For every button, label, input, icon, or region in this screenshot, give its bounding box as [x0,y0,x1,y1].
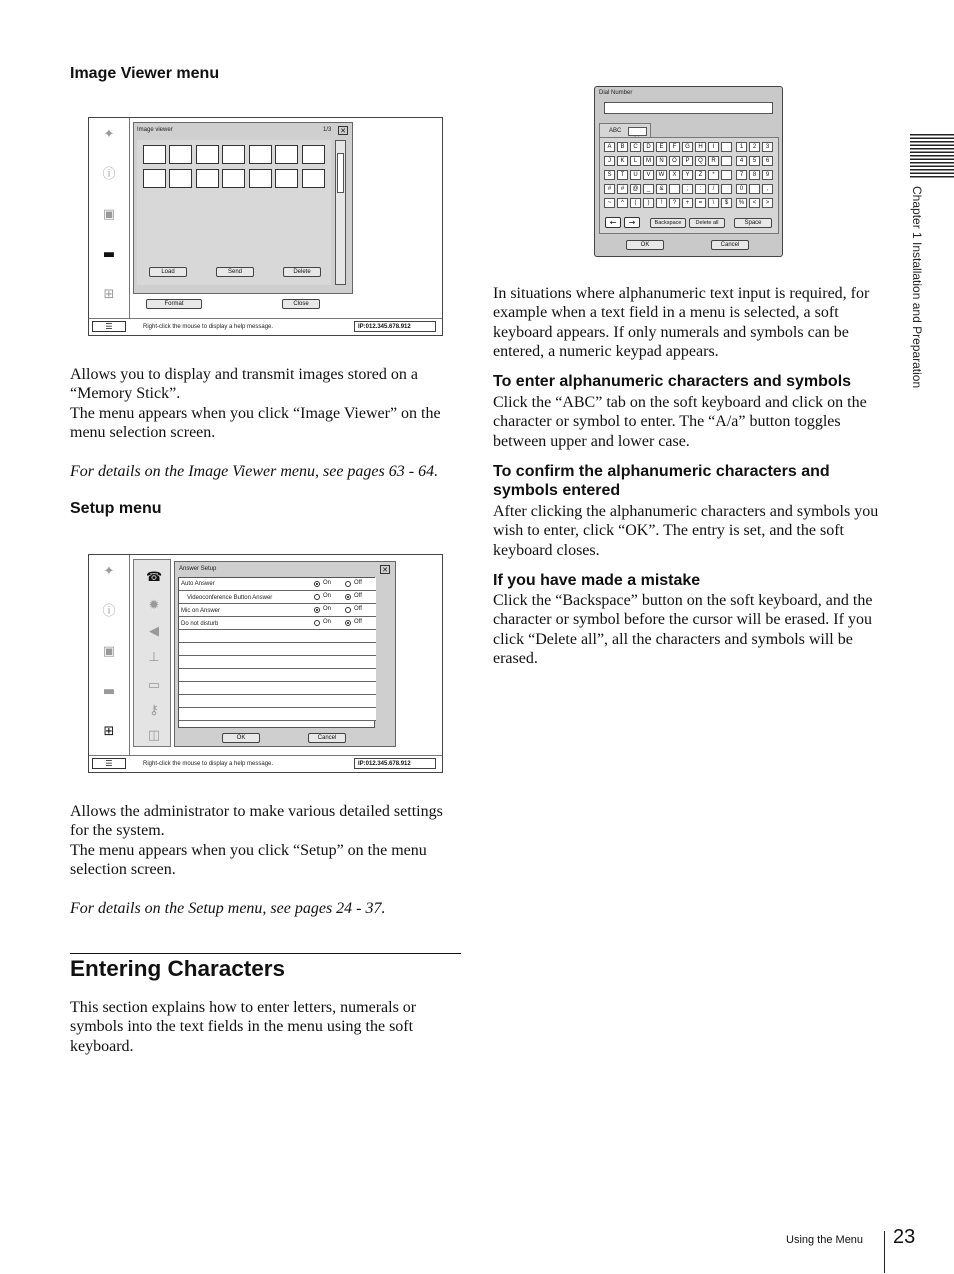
keyboard-key[interactable]: ^ [617,198,628,208]
info-icon[interactable]: ⓘ [102,167,116,182]
load-button[interactable]: Load [149,267,187,277]
keyboard-key[interactable]: 3 [762,142,773,152]
keyboard-key[interactable]: G [682,142,693,152]
keyboard-key[interactable]: M [643,156,654,166]
radio-on-label: On [323,593,332,599]
setup-description: Allows the administrator to make various detailed settings for the system. [70,803,443,840]
thumbnail[interactable] [143,145,166,164]
keyboard-key[interactable]: A [604,142,615,152]
radio-on-label: On [323,606,332,612]
picture-icon[interactable]: ▣ [102,207,116,222]
keyboard-key[interactable]: C [630,142,641,152]
keyboard-key[interactable]: I [708,142,719,152]
window-title: Answer Setup [179,566,217,572]
keyboard-key[interactable]: & [656,184,667,194]
keyboard-key[interactable]: ? [669,198,680,208]
keyboard-key[interactable]: K [617,156,628,166]
setting-label: Auto Answer [181,581,215,587]
setup-icon[interactable]: ⊞ [103,287,115,302]
thumbnail[interactable] [249,145,272,164]
scrollbar-thumb[interactable] [337,153,344,193]
keyboard-key[interactable]: 7 [736,170,747,180]
keyboard-key[interactable]: ~ [604,198,615,208]
answer-setup-panel [174,561,396,747]
thumbnail-area [137,140,331,285]
display-icon[interactable]: ▭ [147,678,161,693]
keyboard-key[interactable]: / [708,184,719,194]
keyboard-key[interactable]: J [604,156,615,166]
image-viewer-icon[interactable]: ▬ [102,247,116,262]
thumbnail[interactable] [169,169,192,188]
setting-label: Mic on Answer [181,608,221,614]
keyboard-key[interactable]: 1 [736,142,747,152]
thumbnail[interactable] [275,169,298,188]
radio-on[interactable] [314,620,320,626]
enter-characters-text: Click the “ABC” tab on the soft keyboard and click on the character or symbol to enter. The “A/a” button toggles between upper and lower case. [493,394,867,450]
thumbnail[interactable] [275,145,298,164]
keyboard-key[interactable] [669,184,680,194]
keyboard-key[interactable]: 0 [736,184,747,194]
setting-row [179,591,376,604]
keyboard-key[interactable]: S [604,170,615,180]
keyboard-key[interactable]: = [695,198,706,208]
delete-button[interactable]: Delete [283,267,321,277]
keyboard-key[interactable]: 9 [762,170,773,180]
keyboard-key[interactable]: V [643,170,654,180]
keyboard-key[interactable] [721,156,732,166]
close-button[interactable]: Close [282,299,320,309]
send-button[interactable]: Send [216,267,254,277]
delete-all-button[interactable]: Delete all [689,218,725,228]
setting-label: Do not disturb [181,621,219,627]
keyboard-key[interactable]: # [617,184,628,194]
keyboard-key[interactable]: 6 [762,156,773,166]
window-title: Image viewer [137,127,173,133]
key-icon[interactable]: ⚷ [149,703,159,718]
thumbnail[interactable] [249,169,272,188]
keyboard-key[interactable]: ( [630,198,641,208]
left-arrow-icon[interactable]: ← [605,217,621,228]
thumbnail[interactable] [169,145,192,164]
keyboard-key[interactable]: N [656,156,667,166]
info-icon[interactable]: ⓘ [102,604,116,619]
backspace-button[interactable]: Backspace [650,218,686,228]
keyboard-key[interactable]: # [604,184,615,194]
keyboard-key[interactable] [749,184,760,194]
ip-address: IP:012.345.678.912 [354,321,436,332]
keyboard-key[interactable]: 2 [749,142,760,152]
footer-divider [884,1231,885,1273]
phone-icon[interactable]: ☎ [146,570,163,585]
radio-on[interactable] [314,581,320,587]
radio-off[interactable] [345,594,351,600]
dial-icon[interactable]: ✦ [103,127,115,142]
menu-list-icon[interactable]: ☰ [92,758,126,769]
keyboard-key[interactable]: E [656,142,667,152]
thumbnail[interactable] [222,169,245,188]
speaker-icon[interactable]: ◀ [149,624,159,639]
keyboard-key[interactable]: U [630,170,641,180]
keyboard-key[interactable]: _ [643,184,654,194]
empty-row [179,656,376,669]
status-bar [89,318,442,335]
keyboard-key[interactable]: Q [695,156,706,166]
help-message: Right-click the mouse to display a help message. [143,324,274,330]
keyboard-key[interactable]: X [669,170,680,180]
entering-characters-intro: This section explains how to enter letters, numerals or symbols into the text fields in the menu using the soft keyboard. [70,999,417,1055]
page-number: 23 [893,1226,916,1248]
menu-sidebar [89,118,130,335]
dial-icon[interactable]: ✦ [103,564,115,579]
ip-address: IP:012.345.678.912 [354,758,436,769]
keyboard-key[interactable]: 5 [749,156,760,166]
setup-icon[interactable]: ⊞ [103,724,115,739]
settings-table [178,577,375,728]
empty-row [179,630,376,643]
gear-icon[interactable]: ✹ [148,598,160,613]
confirm-characters-heading: To confirm the alphanumeric characters and symbols entered [493,463,830,499]
radio-off-label: Off [354,606,362,612]
keyboard-key[interactable]: L [630,156,641,166]
tab-abc[interactable] [599,123,651,138]
thumbnail[interactable] [302,145,325,164]
keyboard-key[interactable]: \ [708,198,719,208]
empty-row [179,669,376,682]
keyboard-key[interactable]: $ [721,198,732,208]
keyboard-key[interactable]: 4 [736,156,747,166]
cancel-button[interactable]: Cancel [308,733,346,743]
thumbnail[interactable] [222,145,245,164]
radio-on[interactable] [314,594,320,600]
mistake-text: Click the “Backspace” button on the soft keyboard, and the character or symbol before the cursor will be erased. If you click “Delete all”, all the characters and symbols will be erased. [493,592,873,668]
footer-section-label: Using the Menu [786,1234,864,1246]
keyboard-key[interactable]: R [708,156,719,166]
ok-button[interactable]: OK [626,240,664,250]
chapter-side-tab [909,186,929,406]
keyboard-key[interactable]: ) [643,198,654,208]
setting-row [179,617,376,630]
ok-button[interactable]: OK [222,733,260,743]
space-button[interactable]: Space [734,218,772,228]
menu-sidebar [89,555,130,772]
tab-abc-label: ABC [609,128,622,134]
help-message: Right-click the mouse to display a help message. [143,761,274,767]
keyboard-key[interactable]: H [695,142,706,152]
thumbnail[interactable] [196,169,219,188]
setup-screenshot [88,554,443,773]
image-viewer-heading: Image Viewer menu [70,65,220,82]
keyboard-key[interactable]: B [617,142,628,152]
soft-keyboard-screenshot [594,86,783,257]
image-viewer-panel [133,122,353,307]
key-grid [604,142,776,214]
setting-row [179,578,376,591]
dial-number-input[interactable] [604,102,773,114]
keyboard-key[interactable]: D [643,142,654,152]
right-arrow-icon[interactable]: → [624,217,640,228]
keyboard-key[interactable]: Z [695,170,706,180]
setup-access: The menu appears when you click “Setup” on the menu selection screen. [70,842,427,879]
case-toggle-button[interactable] [628,127,647,136]
keyboard-title: Dial Number [599,90,633,96]
setup-heading: Setup menu [70,500,162,517]
page-indicator: 1/3 [323,127,332,133]
setup-category-bar [133,559,171,747]
keyboard-key[interactable]: T [617,170,628,180]
keyboard-key[interactable]: O [669,156,680,166]
image-viewer-reference: For details on the Image Viewer menu, see pages 63 - 64. [70,463,439,480]
keyboard-key[interactable]: 8 [749,170,760,180]
image-viewer-description: Allows you to display and transmit images stored on a “Memory Stick”. [70,366,418,403]
empty-row [179,695,376,708]
keyboard-key[interactable]: : [695,184,706,194]
keyboard-key[interactable] [721,184,732,194]
soft-keyboard-intro: In situations where alphanumeric text input is required, for example when a text field in a menu is selected, a soft keyboard appears. If only numerals and symbols can be entered, a numeric keypad appears. [493,285,870,361]
enter-characters-heading: To enter alphanumeric characters and symbols [493,373,852,390]
radio-on[interactable] [314,607,320,613]
chapter-stripe-marker [910,134,954,178]
radio-on-label: On [323,619,332,625]
menu-list-icon[interactable]: ☰ [92,321,126,332]
radio-off-label: Off [354,580,362,586]
thumbnail[interactable] [196,145,219,164]
keyboard-key[interactable]: F [669,142,680,152]
setting-label: Videoconference Button Answer [187,595,273,601]
radio-off-label: Off [354,593,362,599]
status-bar [89,755,442,772]
keyboard-key[interactable]: W [656,170,667,180]
setup-reference: For details on the Setup menu, see pages 24 - 37. [70,900,386,917]
keyboard-key[interactable]: ; [682,184,693,194]
image-viewer-access: The menu appears when you click “Image Viewer” on the menu selection screen. [70,405,441,442]
entering-characters-heading: Entering Characters [70,956,286,981]
thumbnail[interactable] [302,169,325,188]
keyboard-key[interactable]: * [708,170,719,180]
keyboard-key[interactable]: % [736,198,747,208]
section-rule [70,953,461,954]
scrollbar[interactable] [335,140,346,285]
keyboard-area [599,137,779,234]
keyboard-key[interactable]: + [682,198,693,208]
empty-row [179,643,376,656]
camera-icon[interactable]: ◫ [147,728,161,743]
image-viewer-icon[interactable]: ▬ [102,684,116,699]
radio-on-label: On [323,580,332,586]
radio-off[interactable] [345,607,351,613]
close-icon[interactable]: ✕ [338,126,348,135]
keyboard-key[interactable]: @ [630,184,641,194]
network-icon[interactable]: ⊥ [148,650,160,665]
radio-off-label: Off [354,619,362,625]
mistake-heading: If you have made a mistake [493,572,701,589]
chapter-label: Chapter 1 Installation and Preparation [910,186,924,389]
keyboard-key[interactable]: > [762,198,773,208]
close-icon[interactable]: ✕ [380,565,390,574]
confirm-characters-text: After clicking the alphanumeric characters and symbols you wish to enter, click “OK”. The entry is set, and the soft keyboard closes. [493,503,879,559]
format-button[interactable]: Format [146,299,202,309]
keyboard-key[interactable]: < [749,198,760,208]
keyboard-key[interactable]: Y [682,170,693,180]
picture-icon[interactable]: ▣ [102,644,116,659]
setting-row [179,604,376,617]
radio-off[interactable] [345,620,351,626]
radio-off[interactable] [345,581,351,587]
keyboard-key[interactable]: ! [656,198,667,208]
keyboard-key[interactable]: , [762,184,773,194]
empty-row [179,682,376,695]
keyboard-key[interactable]: P [682,156,693,166]
thumbnail[interactable] [143,169,166,188]
cancel-button[interactable]: Cancel [711,240,749,250]
keyboard-key[interactable] [721,142,732,152]
empty-row [179,708,376,721]
image-viewer-screenshot [88,117,443,336]
keyboard-key[interactable] [721,170,732,180]
